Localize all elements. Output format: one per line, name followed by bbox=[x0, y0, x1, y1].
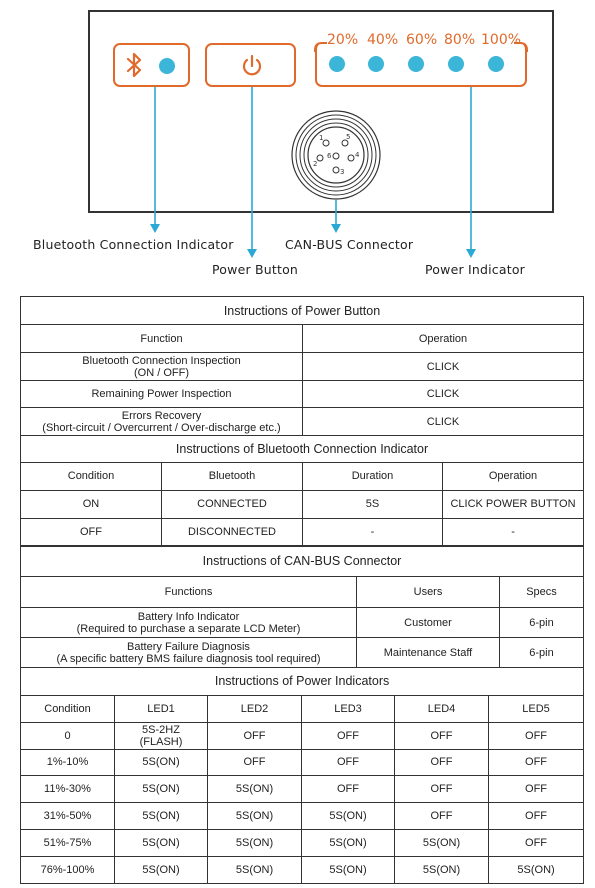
table-cell: OFF bbox=[21, 518, 162, 546]
table-cell: 31%-50% bbox=[21, 802, 115, 829]
power-led-4 bbox=[448, 56, 464, 72]
callout-canbus: CAN-BUS Connector bbox=[285, 237, 414, 252]
table-cell: CLICK POWER BUTTON bbox=[443, 490, 584, 518]
header-users: Users bbox=[357, 577, 500, 608]
table-cell: 1%-10% bbox=[21, 749, 115, 775]
table-cell: - bbox=[443, 518, 584, 546]
table-cell: 5S(ON) bbox=[208, 802, 302, 829]
function-cell: Errors Recovery (Short-circuit / Overcurrent / Over-discharge etc.) bbox=[21, 408, 303, 436]
operation-cell: CLICK bbox=[303, 353, 584, 381]
header-condition: Condition bbox=[21, 695, 115, 722]
table-cell: 5S(ON) bbox=[395, 856, 489, 883]
header-led5: LED5 bbox=[489, 695, 584, 722]
function-cell: Bluetooth Connection Inspection (ON / OFF) bbox=[21, 353, 303, 381]
power-led-5 bbox=[488, 56, 504, 72]
table-cell: OFF bbox=[395, 775, 489, 802]
table-cell: 51%-75% bbox=[21, 829, 115, 856]
users-cell: Customer bbox=[357, 608, 500, 638]
table-cell: 5S(ON) bbox=[208, 775, 302, 802]
table-cell: OFF bbox=[489, 829, 584, 856]
power-button[interactable] bbox=[205, 43, 296, 87]
specs-cell: 6-pin bbox=[500, 608, 584, 638]
instructions-tables bbox=[20, 296, 583, 884]
power-indicator-table bbox=[20, 667, 584, 884]
power-led-1 bbox=[329, 56, 345, 72]
callout-bluetooth: Bluetooth Connection Indicator bbox=[33, 237, 234, 252]
table-cell: 5S(ON) bbox=[302, 856, 395, 883]
header-duration: Duration bbox=[303, 462, 443, 490]
table-cell: OFF bbox=[395, 749, 489, 775]
pin-label-5: 5 bbox=[346, 133, 351, 141]
table-cell: OFF bbox=[302, 749, 395, 775]
header-led3: LED3 bbox=[302, 695, 395, 722]
pin-label-6: 6 bbox=[327, 152, 332, 160]
table-cell: ON bbox=[21, 490, 162, 518]
header-operation: Operation bbox=[443, 462, 584, 490]
table-cell: 5S-2HZ (FLASH) bbox=[115, 722, 208, 749]
table-cell: CONNECTED bbox=[162, 490, 303, 518]
power-button-table bbox=[20, 296, 584, 436]
power-pct-60: 60% bbox=[406, 32, 438, 48]
canbus-table bbox=[20, 545, 584, 668]
header-led2: LED2 bbox=[208, 695, 302, 722]
table-cell: OFF bbox=[489, 802, 584, 829]
table-cell: 5S(ON) bbox=[208, 829, 302, 856]
table-cell: 5S(ON) bbox=[302, 829, 395, 856]
table-cell: 76%-100% bbox=[21, 856, 115, 883]
operation-cell: CLICK bbox=[303, 408, 584, 436]
table-cell: OFF bbox=[302, 775, 395, 802]
table-cell: 5S(ON) bbox=[395, 829, 489, 856]
header-bluetooth: Bluetooth bbox=[162, 462, 303, 490]
bluetooth-indicator-box bbox=[113, 43, 190, 87]
pin-label-2: 2 bbox=[313, 160, 318, 168]
table-cell: OFF bbox=[395, 722, 489, 749]
bluetooth-table-title: Instructions of Bluetooth Connection Indicator bbox=[21, 435, 584, 462]
bluetooth-led bbox=[159, 58, 175, 74]
header-functions: Functions bbox=[21, 577, 357, 608]
power-pct-100: 100% bbox=[481, 32, 522, 48]
table-cell: 5S(ON) bbox=[115, 856, 208, 883]
power-button-table-title: Instructions of Power Button bbox=[21, 297, 584, 325]
specs-cell: 6-pin bbox=[500, 638, 584, 668]
power-indicator-table-title: Instructions of Power Indicators bbox=[21, 667, 584, 695]
pin-label-3: 3 bbox=[340, 168, 345, 176]
function-cell: Battery Info Indicator (Required to purchase a separate LCD Meter) bbox=[21, 608, 357, 638]
power-led-3 bbox=[408, 56, 424, 72]
table-cell: - bbox=[303, 518, 443, 546]
table-cell: OFF bbox=[208, 722, 302, 749]
function-cell: Battery Failure Diagnosis (A specific battery BMS failure diagnosis tool required) bbox=[21, 638, 357, 668]
table-cell: 5S(ON) bbox=[489, 856, 584, 883]
function-cell: Remaining Power Inspection bbox=[21, 381, 303, 408]
table-cell: OFF bbox=[208, 749, 302, 775]
header-specs: Specs bbox=[500, 577, 584, 608]
table-cell: 0 bbox=[21, 722, 115, 749]
table-cell: OFF bbox=[395, 802, 489, 829]
table-cell: OFF bbox=[489, 775, 584, 802]
power-pct-80: 80% bbox=[444, 32, 476, 48]
table-cell: DISCONNECTED bbox=[162, 518, 303, 546]
header-function: Function bbox=[21, 325, 303, 353]
table-cell: 11%-30% bbox=[21, 775, 115, 802]
header-led1: LED1 bbox=[115, 695, 208, 722]
callout-power-indicator: Power Indicator bbox=[425, 262, 526, 277]
table-cell: 5S(ON) bbox=[302, 802, 395, 829]
table-cell: OFF bbox=[489, 749, 584, 775]
header-condition: Condition bbox=[21, 462, 162, 490]
header-operation: Operation bbox=[303, 325, 584, 353]
pin-label-4: 4 bbox=[355, 151, 360, 159]
table-cell: 5S(ON) bbox=[208, 856, 302, 883]
table-cell: 5S(ON) bbox=[115, 749, 208, 775]
power-led-2 bbox=[368, 56, 384, 72]
table-cell: OFF bbox=[302, 722, 395, 749]
bluetooth-icon bbox=[125, 51, 145, 79]
users-cell: Maintenance Staff bbox=[357, 638, 500, 668]
table-cell: 5S(ON) bbox=[115, 775, 208, 802]
canbus-connector-icon bbox=[291, 110, 381, 200]
table-cell: 5S(ON) bbox=[115, 802, 208, 829]
pin-label-1: 1 bbox=[319, 134, 324, 142]
power-icon bbox=[239, 53, 265, 79]
power-pct-20: 20% bbox=[327, 32, 359, 48]
bluetooth-table bbox=[20, 435, 584, 547]
operation-cell: CLICK bbox=[303, 381, 584, 408]
header-led4: LED4 bbox=[395, 695, 489, 722]
table-cell: 5S bbox=[303, 490, 443, 518]
callout-power-button: Power Button bbox=[212, 262, 299, 277]
power-pct-40: 40% bbox=[367, 32, 399, 48]
canbus-table-title: Instructions of CAN-BUS Connector bbox=[21, 546, 584, 577]
table-cell: 5S(ON) bbox=[115, 829, 208, 856]
table-cell: OFF bbox=[489, 722, 584, 749]
